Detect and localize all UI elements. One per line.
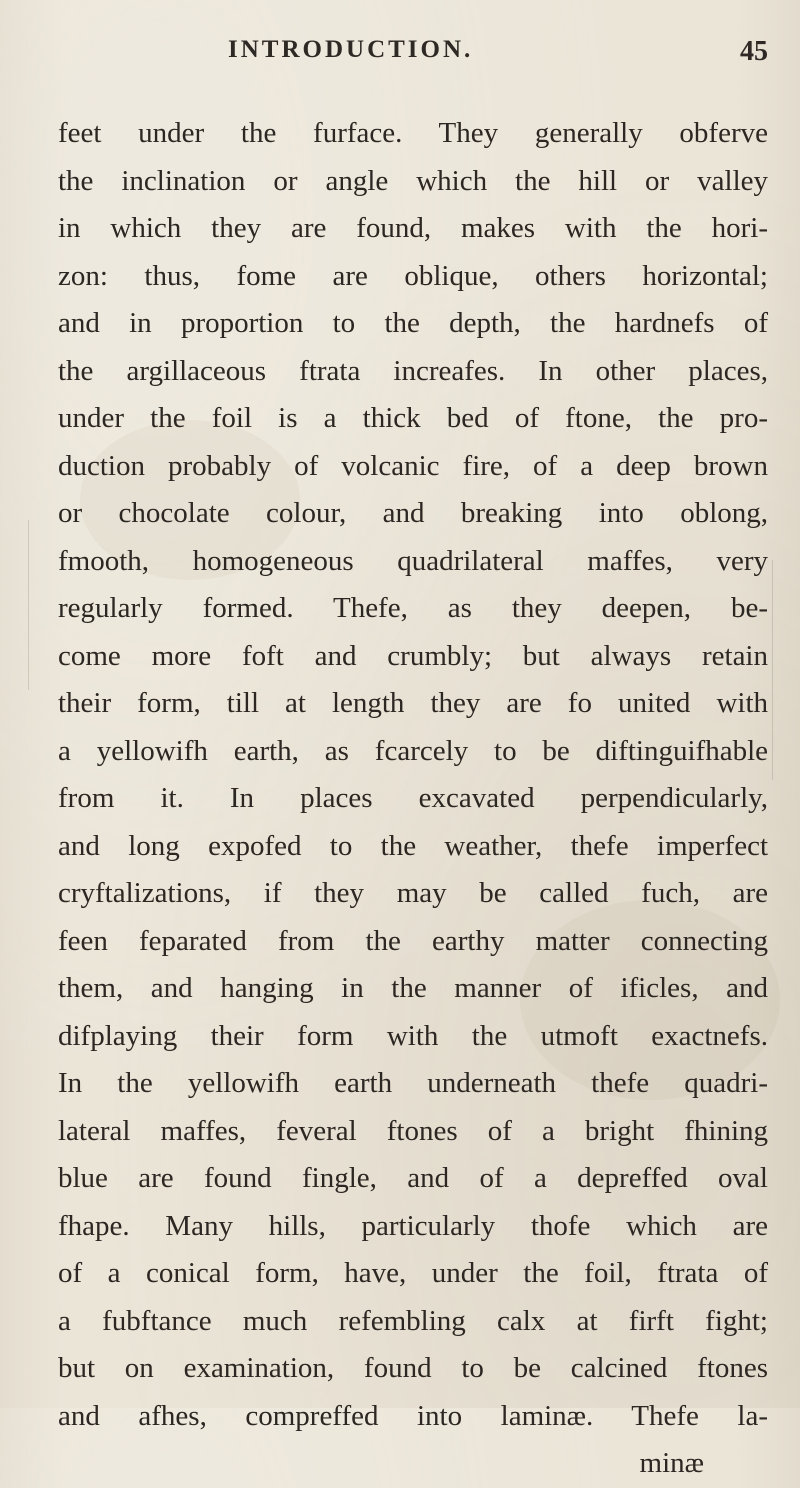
- text-line: or chocolate colour, and breaking into oblong,: [58, 497, 768, 529]
- text-line: feet under the furface. They generally obferve: [58, 117, 768, 149]
- page-number: 45: [740, 36, 768, 67]
- body-text: [58, 110, 768, 1488]
- text-line: under the foil is a thick bed of ftone, the pro-: [58, 402, 768, 434]
- text-line: come more foft and crumbly; but always retain: [58, 639, 768, 672]
- text-line: cryftalizations, if they may be called fuch, are: [58, 877, 768, 909]
- running-title: INTRODUCTION.: [228, 36, 474, 63]
- text-line: fhape. Many hills, particularly thofe which are: [58, 1209, 768, 1242]
- paper-crease: [772, 560, 773, 780]
- text-line: feen feparated from the earthy matter connecting: [58, 924, 768, 957]
- text-line: a yellowifh earth, as fcarcely to be diftinguifhable: [58, 734, 768, 767]
- text-line: duction probably of volcanic fire, of a deep brown: [58, 449, 768, 482]
- text-line: of a conical form, have, under the foil, ftrata of: [58, 1257, 768, 1289]
- text-line: but on examination, found to be calcined ftones: [58, 1352, 768, 1384]
- catchword: minæ: [639, 1447, 704, 1479]
- running-head: [228, 36, 768, 76]
- text-line: their form, till at length they are fo united with: [58, 687, 768, 719]
- paper-crease: [28, 520, 29, 690]
- text-line: the argillaceous ftrata increafes. In other places,: [58, 354, 768, 387]
- text-line: them, and hanging in the manner of ificles, and: [58, 972, 768, 1004]
- text-line: the inclination or angle which the hill or valley: [58, 164, 768, 197]
- text-line: a fubftance much refembling calx at firft fight;: [58, 1304, 768, 1337]
- text-line: and long expofed to the weather, thefe imperfect: [58, 829, 768, 862]
- text-line: In the yellowifh earth underneath thefe quadri-: [58, 1067, 768, 1099]
- text-line: from it. In places excavated perpendicularly,: [58, 782, 768, 814]
- text-line: lateral maffes, feveral ftones of a bright fhining: [58, 1114, 768, 1147]
- text-line: blue are found fingle, and of a depreffed oval: [58, 1162, 768, 1194]
- text-line: in which they are found, makes with the hori-: [58, 212, 768, 244]
- text-line: zon: thus, fome are oblique, others horizontal;: [58, 259, 768, 292]
- text-line: fmooth, homogeneous quadrilateral maffes, very: [58, 544, 768, 577]
- text-line: and afhes, compreffed into laminæ. Thefe la-: [58, 1399, 768, 1432]
- text-line: regularly formed. Thefe, as they deepen, be-: [58, 592, 768, 624]
- text-line: difplaying their form with the utmoft exactnefs.: [58, 1019, 768, 1052]
- text-line: and in proportion to the depth, the hardnefs of: [58, 307, 768, 339]
